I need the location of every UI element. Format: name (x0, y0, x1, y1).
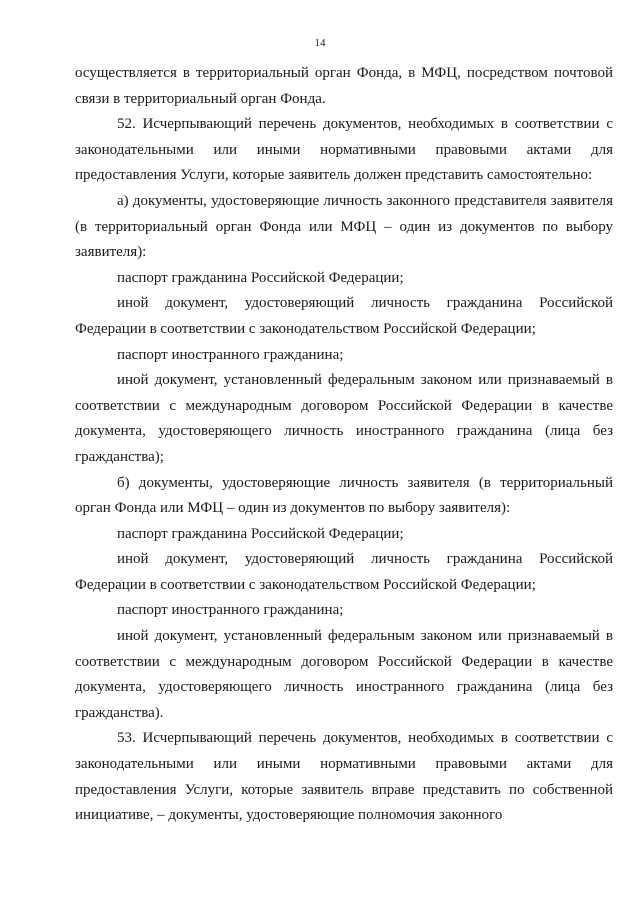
paragraph-continuation: осуществляется в территориальный орган Фонда, в МФЦ, посредством почтовой связи в территориальный орган Фонда. (75, 65, 613, 107)
list-item-other-document-rf: иной документ, удостоверяющий личность гражданина Российской Федерации в соответствии с законодательством Российской Федерации; (75, 551, 613, 593)
list-item-other-document-rf: иной документ, удостоверяющий личность гражданина Российской Федерации в соответствии с законодательством Российской Федерации; (75, 295, 613, 337)
list-item-passport-rf: паспорт гражданина Российской Федерации; (117, 525, 404, 542)
page-number: 14 (314, 37, 326, 49)
list-item-passport-rf: паспорт гражданина Российской Федерации; (117, 269, 404, 286)
paragraph-52-b: б) документы, удостоверяющие личность заявителя (в территориальный орган Фонда или МФЦ – один из документов по выбору заявителя): (75, 474, 613, 517)
list-item-foreign-passport: паспорт иностранного гражданина; (117, 346, 344, 363)
list-item-foreign-passport: паспорт иностранного гражданина; (117, 602, 344, 619)
paragraph-52: 52. Исчерпывающий перечень документов, необходимых в соответствии с законодательными или иными нормативными правовыми актами для предоставления Услуги, которые заявитель должен представить самостоятельно: (75, 116, 613, 184)
paragraph-52-a: а) документы, удостоверяющие личность законного представителя заявителя (в территориальный орган Фонда или МФЦ – один из документов по выбору заявителя): (75, 192, 613, 261)
list-item-other-document-foreign: иной документ, установленный федеральным законом или признаваемый в соответствии с международным договором Российской Федерации в качестве документа, удостоверяющего личность иностранного гражданина (лица без гражданства). (75, 628, 613, 721)
document-body (75, 61, 613, 829)
paragraph-53: 53. Исчерпывающий перечень документов, необходимых в соответствии с законодательными или иными нормативными правовыми актами для предоставления Услуги, которые заявитель вправе представить по собственной инициативе, – документы, удостоверяющие полномочия законного (75, 730, 613, 824)
list-item-other-document-foreign: иной документ, установленный федеральным законом или признаваемый в соответствии с международным договором Российской Федерации в качестве документа, удостоверяющего личность иностранного гражданина (лица без гражданства); (75, 372, 613, 465)
